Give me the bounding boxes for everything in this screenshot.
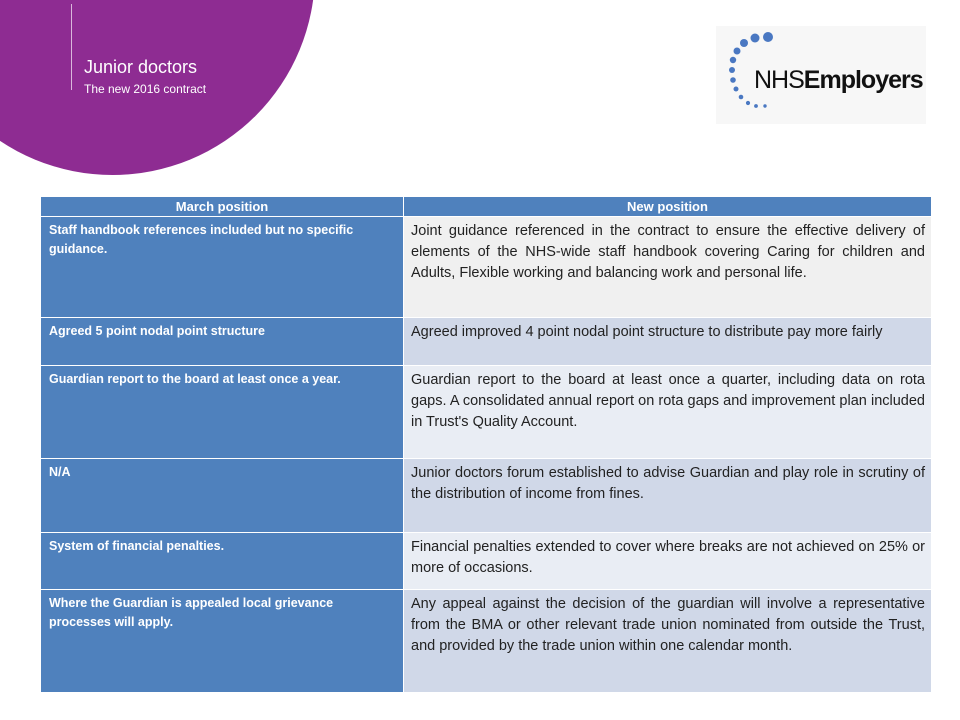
march-cell: Guardian report to the board at least once a year. xyxy=(41,366,404,459)
march-cell: Where the Guardian is appealed local grievance processes will apply. xyxy=(41,590,404,693)
new-cell: Junior doctors forum established to advise Guardian and play role in scrutiny of the distribution of income from fines. xyxy=(404,459,932,533)
new-cell: Guardian report to the board at least once a quarter, including data on rota gaps. A consolidated annual report on rota gaps and improvement plan included in Trust's Quality Account. xyxy=(404,366,932,459)
brand-title: Junior doctors xyxy=(84,57,198,77)
march-cell: System of financial penalties. xyxy=(41,533,404,590)
nhs-employers-logo xyxy=(716,26,926,124)
logo-text-regular: NHS xyxy=(754,66,804,94)
table-row xyxy=(41,533,932,590)
table-row xyxy=(41,217,932,318)
logo-text xyxy=(754,66,923,95)
new-cell: Agreed improved 4 point nodal point structure to distribute pay more fairly xyxy=(404,318,932,366)
table-row xyxy=(41,459,932,533)
brand-subtitle: The new 2016 contract xyxy=(84,82,207,96)
logo-text-bold: Employers xyxy=(803,66,923,94)
march-cell: N/A xyxy=(41,459,404,533)
brand-divider xyxy=(71,4,72,90)
march-cell: Agreed 5 point nodal point structure xyxy=(41,318,404,366)
table-header-row xyxy=(41,197,932,217)
new-cell: Joint guidance referenced in the contract to ensure the effective delivery of elements of the NHS-wide staff handbook covering Caring for children and Adults, Flexible working and balancing work and personal life. xyxy=(404,217,932,318)
new-cell: Financial penalties extended to cover where breaks are not achieved on 25% or more of occasions. xyxy=(404,533,932,590)
table-row xyxy=(41,318,932,366)
comparison-table xyxy=(40,196,932,693)
header-new-position: New position xyxy=(404,197,932,217)
new-cell: Any appeal against the decision of the guardian will involve a representative from the BMA or other relevant trade union nominated from outside the Trust, and provided by the trade union within one calendar month. xyxy=(404,590,932,693)
header-march-position: March position xyxy=(41,197,404,217)
march-cell: Staff handbook references included but no specific guidance. xyxy=(41,217,404,318)
table-row xyxy=(41,366,932,459)
table-row xyxy=(41,590,932,693)
